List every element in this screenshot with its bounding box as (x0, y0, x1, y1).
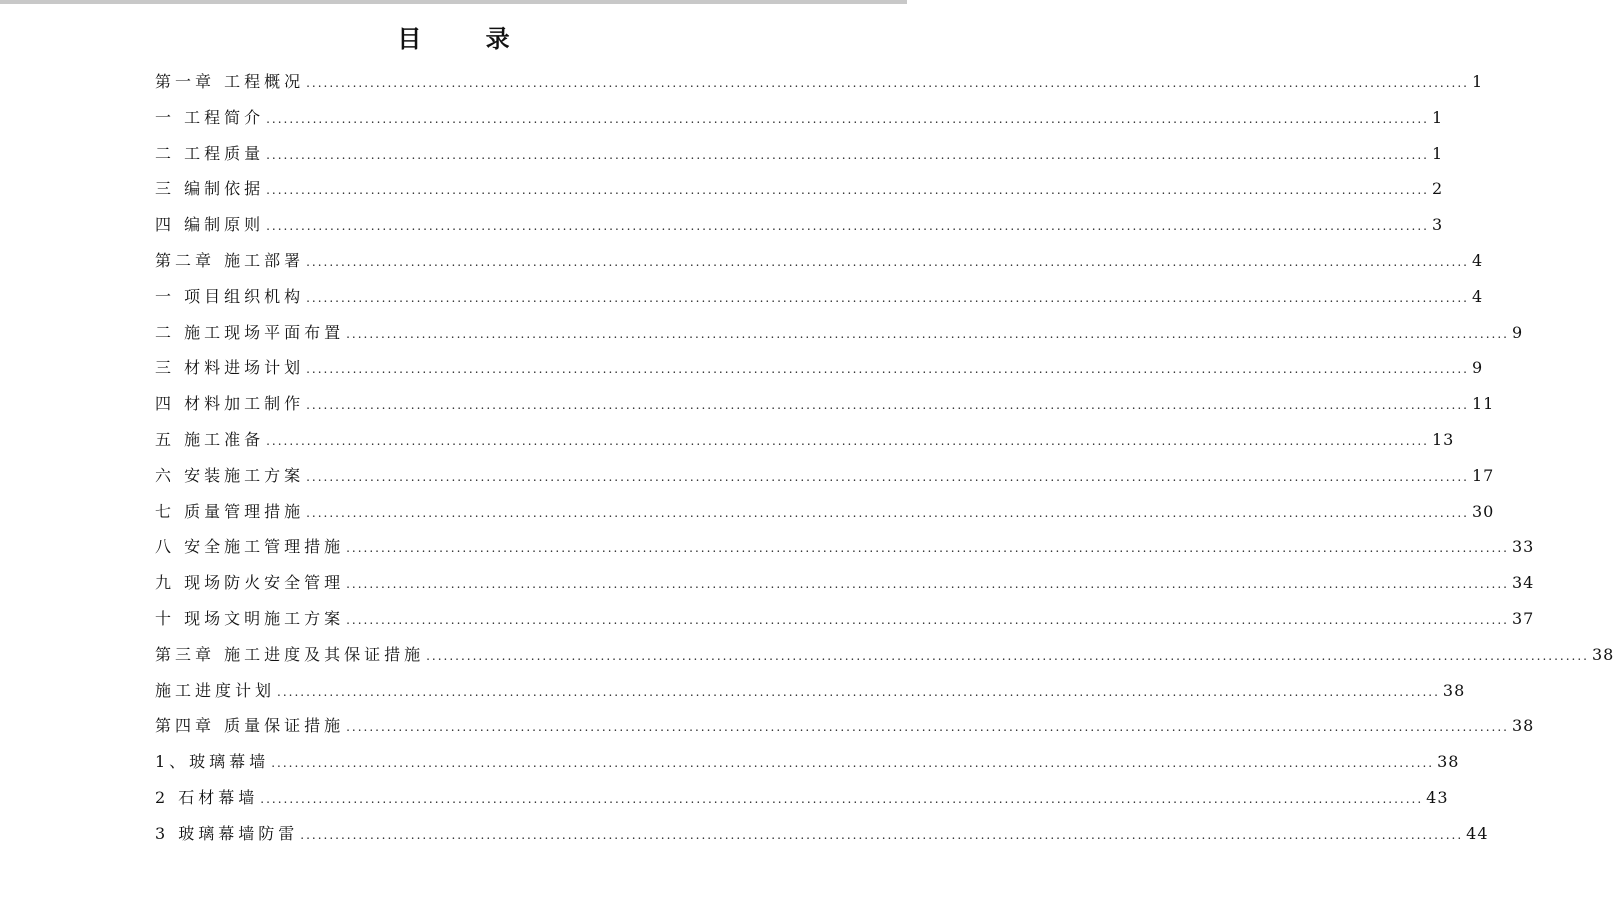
toc-leader-dots: ........................................................................................................................................................................................................ (306, 76, 1469, 90)
toc-leader-dots: ........................................................................................................................................................................................................ (306, 290, 1469, 305)
toc-entry[interactable] (155, 136, 1444, 172)
toc-leader-dots: ........................................................................................................................................................................................................ (346, 326, 1509, 341)
toc-entry[interactable] (155, 315, 1524, 351)
toc-entry-label: 十 现场文明施工方案 (155, 608, 345, 628)
toc-entry-label: 八 安全施工管理措施 (155, 537, 345, 557)
toc-entry[interactable] (155, 458, 1495, 494)
toc-entry-label: 三 材料进场计划 (155, 358, 305, 378)
toc-leader-dots: ........................................................................................................................................................................................................ (300, 827, 1464, 842)
toc-leader-dots: ........................................................................................................................................................................................................ (306, 505, 1469, 520)
toc-entry-page-number: 38 (1591, 644, 1614, 664)
toc-entry-page-number: 1 (1431, 107, 1444, 127)
page-title: 目 录 (397, 25, 538, 53)
toc-entry-page-number: 38 (1437, 752, 1460, 772)
toc-entry[interactable] (155, 386, 1495, 422)
toc-entry-label: 施工进度计划 (155, 680, 276, 700)
toc-entry[interactable] (155, 601, 1535, 637)
toc-leader-dots: ........................................................................................................................................................................................................ (346, 612, 1509, 627)
toc-entry-page-number: 2 (1431, 179, 1444, 199)
toc-entry-page-number: 38 (1442, 680, 1466, 700)
toc-entry-label: 五 施工准备 (155, 429, 265, 449)
toc-leader-dots: ........................................................................................................................................................................................................ (266, 111, 1429, 126)
toc-entry-page-number: 3 (1431, 215, 1444, 235)
toc-leader-dots: ........................................................................................................................................................................................................ (306, 254, 1469, 269)
toc-entry-page-number: 17 (1471, 465, 1495, 485)
toc-leader-dots: ........................................................................................................................................................................................................ (266, 219, 1429, 234)
toc-entry-page-number: 30 (1471, 501, 1495, 521)
toc-entry-page-number: 9 (1511, 322, 1524, 342)
toc-leader-dots: ........................................................................................................................................................................................................ (306, 362, 1469, 377)
toc-entry[interactable] (155, 816, 1489, 852)
toc-entry[interactable] (155, 744, 1460, 780)
toc-leader-dots: ........................................................................................................................................................................................................ (306, 469, 1469, 484)
toc-entry[interactable] (155, 350, 1484, 386)
toc-entry[interactable] (155, 673, 1466, 709)
toc-entry-page-number: 38 (1511, 716, 1535, 736)
toc-leader-dots: ........................................................................................................................................................................................................ (266, 147, 1429, 162)
toc-entry-label: 一 工程简介 (155, 107, 265, 127)
toc-entry[interactable] (155, 708, 1535, 744)
toc-entry[interactable] (155, 207, 1444, 243)
toc-entry-label: 第三章 施工进度及其保证措施 (155, 644, 425, 664)
top-border (0, 0, 907, 4)
toc-leader-dots: ........................................................................................................................................................................................................ (346, 720, 1509, 735)
toc-entry-label: 四 编制原则 (155, 215, 265, 235)
toc-entry-label: 2 石材幕墙 (155, 787, 259, 807)
toc-entry[interactable] (155, 100, 1444, 136)
toc-leader-dots: ........................................................................................................................................................................................................ (277, 684, 1440, 699)
toc-leader-dots: ........................................................................................................................................................................................................ (266, 183, 1429, 198)
toc-entry-label: 三 编制依据 (155, 179, 265, 199)
toc-entry-page-number: 1 (1471, 72, 1484, 91)
toc-entry-label: 一 项目组织机构 (155, 286, 305, 306)
toc-leader-dots: ........................................................................................................................................................................................................ (426, 648, 1589, 663)
toc-entry[interactable] (155, 171, 1444, 207)
toc-entry-label: 二 工程质量 (155, 143, 265, 163)
toc-leader-dots: ........................................................................................................................................................................................................ (346, 577, 1509, 592)
toc-entry-label: 六 安装施工方案 (155, 465, 305, 485)
table-of-contents (155, 64, 1614, 852)
toc-entry[interactable] (155, 64, 1484, 100)
toc-entry-page-number: 9 (1471, 358, 1484, 378)
toc-leader-dots: ........................................................................................................................................................................................................ (306, 398, 1469, 413)
toc-entry[interactable] (155, 565, 1535, 601)
toc-entry-label: 1、玻璃幕墙 (155, 752, 270, 772)
toc-entry[interactable] (155, 637, 1614, 673)
toc-leader-dots: ........................................................................................................................................................................................................ (260, 791, 1424, 806)
toc-entry-page-number: 11 (1471, 394, 1495, 414)
toc-entry-page-number: 37 (1511, 608, 1535, 628)
toc-entry-page-number: 1 (1431, 143, 1444, 163)
toc-entry-label: 四 材料加工制作 (155, 394, 305, 414)
toc-entry[interactable] (155, 243, 1484, 279)
toc-entry[interactable] (155, 529, 1535, 565)
toc-entry[interactable] (155, 279, 1484, 315)
toc-leader-dots: ........................................................................................................................................................................................................ (271, 756, 1435, 771)
toc-entry[interactable] (155, 422, 1455, 458)
toc-entry-label: 九 现场防火安全管理 (155, 573, 345, 593)
toc-entry-page-number: 33 (1511, 537, 1535, 557)
toc-entry-label: 第二章 施工部署 (155, 250, 305, 270)
toc-entry-label: 七 质量管理措施 (155, 501, 305, 521)
toc-entry-page-number: 34 (1511, 573, 1535, 593)
toc-entry-page-number: 43 (1426, 787, 1449, 807)
toc-entry-label: 3 玻璃幕墙防雷 (155, 823, 299, 843)
toc-entry-page-number: 4 (1471, 286, 1484, 306)
toc-entry-label: 二 施工现场平面布置 (155, 322, 345, 342)
toc-entry[interactable] (155, 780, 1449, 816)
toc-entry[interactable] (155, 494, 1495, 530)
toc-entry-page-number: 13 (1431, 429, 1455, 449)
toc-entry-label: 第四章 质量保证措施 (155, 716, 345, 736)
toc-entry-label: 第一章 工程概况 (155, 72, 305, 91)
toc-entry-page-number: 4 (1471, 250, 1484, 270)
toc-entry-page-number: 44 (1466, 823, 1489, 843)
toc-leader-dots: ........................................................................................................................................................................................................ (346, 541, 1509, 556)
toc-leader-dots: ........................................................................................................................................................................................................ (266, 433, 1429, 448)
